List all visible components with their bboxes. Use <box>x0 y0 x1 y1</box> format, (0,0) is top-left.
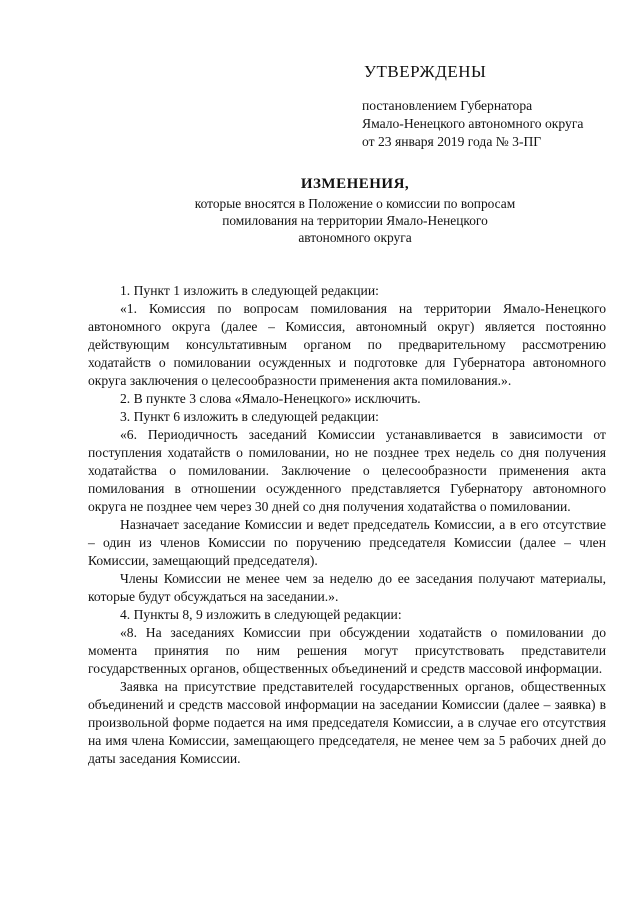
paragraph: Члены Комиссии не менее чем за неделю до ее заседания получают материалы, которые будут обсуждаться на заседании.». <box>88 571 606 604</box>
paragraph: Заявка на присутствие представителей государственных органов, общественных объединений и средств массовой информации на заседании Комиссии (далее – заявка) в произвольной форме подается на имя председателя Комиссии, а в случае его отсутствия на имя члена Комиссии, замещающего председателя, не менее чем за 5 рабочих дней до даты заседания Комиссии. <box>88 679 606 766</box>
paragraph: «1. Комиссия по вопросам помилования на территории Ямало-Ненецкого автономного округа (далее – Комиссия, автономный округ) является постоянно действующим консультативным органом по предварительному рассмотрению ходатайств о помиловании осужденных и подготовке для Губернатора автономного округа заключения о целесообразности применения акта помилования.». <box>88 301 606 388</box>
approval-line: постановлением Губернатора <box>362 98 533 113</box>
document-title-block <box>0 176 640 246</box>
paragraph: «8. На заседаниях Комиссии при обсуждении ходатайств о помиловании до момента принятия по ним решения могут присутствовать представители государственных органов, общественных объединений и средств массовой информации. <box>88 625 606 676</box>
approval-title: УТВЕРЖДЕНЫ <box>364 62 487 81</box>
document-subtitle-line: которые вносятся в Положение о комиссии по вопросам <box>194 196 516 211</box>
paragraph: 2. В пункте 3 слова «Ямало-Ненецкого» исключить. <box>120 391 421 406</box>
approval-block <box>362 62 622 151</box>
document-heading: ИЗМЕНЕНИЯ, <box>300 176 410 192</box>
approval-line: Ямало-Ненецкого автономного округа <box>362 116 584 131</box>
paragraph: Назначает заседание Комиссии и ведет председатель Комиссии, а в его отсутствие – один из членов Комиссии по поручению председателя Комиссии (далее – член Комиссии, замещающий председателя). <box>88 517 606 568</box>
paragraph: 4. Пункты 8, 9 изложить в следующей редакции: <box>120 607 402 622</box>
approval-line: от 23 января 2019 года № 3-ПГ <box>362 134 542 149</box>
document-subtitle-line: автономного округа <box>298 230 412 245</box>
paragraph: 3. Пункт 6 изложить в следующей редакции: <box>120 409 379 424</box>
document-subtitle-line: помилования на территории Ямало-Ненецкого <box>222 213 488 228</box>
paragraph: 1. Пункт 1 изложить в следующей редакции: <box>120 283 379 298</box>
paragraph: «6. Периодичность заседаний Комиссии устанавливается в зависимости от поступления ходатайств о помиловании, но не позднее трех недель со дня получения ходатайства о помиловании. Заключение о целесообразности применения акта помилования в отношении осужденного представляется Губернатору автономного округа не позднее чем через 30 дней со дня получения ходатайства о помиловании. <box>88 427 606 514</box>
document-body <box>88 282 606 768</box>
